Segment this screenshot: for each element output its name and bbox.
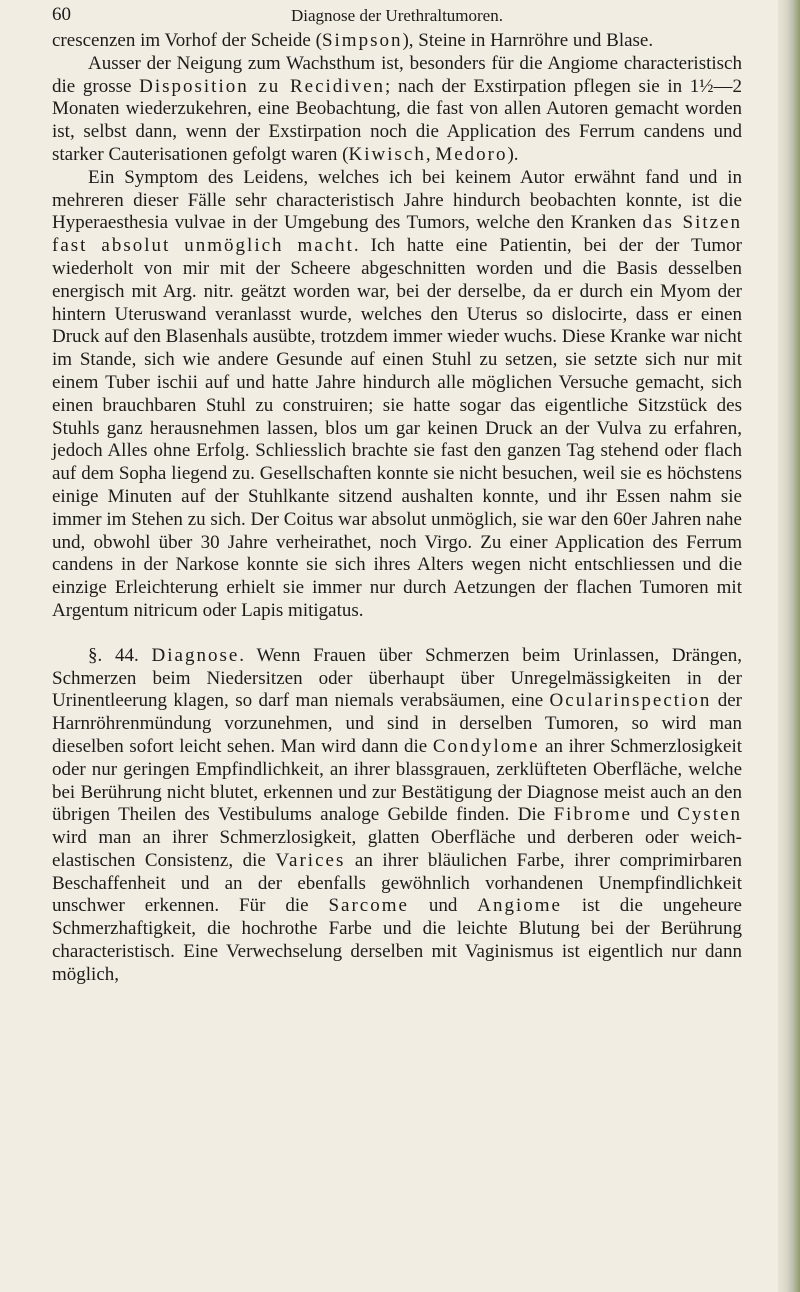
text-run: ; nach der Exstirpation pflegen sie in 1½—2 Monaten wiederzukehren, eine Beobachtung, die fast von allen Autoren gemacht worden ist, selbst dann, wenn der Exstirpation noch die Application des Ferrum candens und starker Cauterisationen gefolgt waren (	[52, 75, 743, 165]
spaced-emphasis: Angiome	[477, 895, 562, 917]
paragraph	[52, 167, 742, 623]
text-run: §. 44.	[88, 644, 152, 666]
page-number: 60	[52, 4, 71, 25]
spaced-emphasis: Medoro	[435, 143, 508, 165]
text-run: ,	[425, 143, 436, 165]
spaced-emphasis: Fibrome	[553, 804, 632, 826]
text-run: ), Steine in Harnröhre und Blase.	[402, 30, 654, 51]
text-run: und	[408, 895, 478, 917]
spaced-emphasis: Disposition zu Recidiven	[139, 75, 385, 97]
text-run: an ihrer Schmerzlosigkeit oder nur geringen Empfindlichkeit, an ihrer blassgrauen, zerklüfteten Oberfläche, welche bei Berührung nicht blutet, erkennen und zur Bestätigung der Diagnose meist auch an den übrigen Theilen des Vestibulums analoge Gebilde finden. Die	[52, 735, 743, 826]
paragraph	[52, 53, 742, 167]
paragraph	[52, 30, 742, 53]
text-run: an ihrer bläulichen Farbe, ihrer comprimirbaren Beschaffenheit und an der ebenfalls gewöhnlich vorhandenen Unempfindlichkeit unschwer erkennen. Für die	[52, 849, 742, 917]
text-run: der Harnröhrenmündung vorzunehmen, und sind in derselben Tumoren, so wird man dieselben sofort leicht sehen. Man wird dann die	[52, 690, 743, 757]
text-run: . Wenn Frauen über Schmerzen beim Urinlassen, Drängen, Schmerzen beim Niedersitzen oder überhaupt über Unregelmässigkeiten in der Urinentleerung klagen, so darf man niemals verabsäumen, eine	[52, 644, 742, 712]
text-run: ist die ungeheure Schmerzhaftigkeit, die hochrothe Farbe und die leichte Blutung bei der Berührung characteristisch. Eine Verwechselung derselben mit Vaginismus ist eigentlich nur dann möglich,	[52, 895, 742, 985]
spaced-emphasis: Diagnose	[151, 644, 240, 666]
text-run: Ausser der Neigung zum Wachsthum ist, besonders für die Angiome characteristisch die grosse	[52, 52, 742, 97]
text-run: . Ich hatte eine Patientin, bei der der Tumor wiederholt von mir mit der Scheere abgeschnitten worden und die Basis desselben energisch mit Arg. nitr. geätzt worden war, bei der derselbe, da er durch ein Myom der hintern Uteruswand veranlasst wurde, welches den Uterus so dislocirte, dass er einen Druck auf den Blasenhals ausübte, trotzdem immer wieder wuchs. Diese Kranke war nicht im Stande, sich wie andere Gesunde auf einen Stuhl zu setzen, sie setzte sich nur mit einem Tuber ischii auf und hatte Jahre hindurch alle möglichen Versuche gemacht, sich einen brauchbaren Stuhl zu construiren; sie hatte sogar das eigentliche Sitzstück des Stuhls ganz herausnehmen lassen, blos um gar keinen Druck an der Vulva zu erfahren, jedoch Alles ohne Erfolg. Schliesslich brachte sie fast den ganzen Tag stehend oder flach auf dem Sopha liegend zu. Gesellschaften konnte sie nicht besuchen, weil sie es höchstens einige Minuten auf der Stuhlkante sitzend aushalten konnte, und ihr Essen nahm sie immer im Stehen zu sich. Der Coitus war absolut unmöglich, sie war den 60er Jahren nahe und, obwohl über 30 Jahre verheirathet, noch Virgo. Zu einer Application des Ferrum candens in der Narkose konnte sie sich ihres Alters wegen nicht entschliessen und die einzige Erleichterung erhielt sie immer nur durch Aetzungen der flachen Tumoren mit Argentum nitricum oder Lapis mitigatus.	[52, 235, 742, 621]
running-head: Diagnose der Urethraltumoren.	[291, 6, 503, 25]
spaced-emphasis: Condylome	[432, 735, 540, 757]
spaced-emphasis: Simpson	[321, 30, 403, 51]
body-text	[52, 30, 742, 987]
text-run: ).	[507, 143, 519, 165]
text-run: und	[631, 804, 678, 826]
spaced-emphasis: Ocularinspection	[549, 690, 712, 712]
spaced-emphasis: Kiwisch	[348, 143, 426, 165]
page-edge	[778, 0, 800, 1292]
spaced-emphasis: Cysten	[677, 804, 743, 826]
text-run: Ein Symptom des Leidens, welches ich bei keinem Autor erwähnt fand und in mehreren dieser Fälle sehr characteristisch Jahre hindurch beobachten konnte, ist die Hyperaesthesia vulvae in der Umgebung des Tumors, welche den Kranken	[52, 166, 742, 234]
section-paragraph	[52, 645, 742, 987]
text-run: wird man an ihrer Schmerzlosigkeit, glatten Oberfläche und derberen oder weich-elastischen Consistenz, die	[52, 827, 742, 871]
spaced-emphasis: das Sitzen fast absolut unmöglich macht	[52, 212, 742, 257]
spaced-emphasis: Sarcome	[328, 895, 409, 917]
page-header	[52, 4, 742, 30]
spaced-emphasis: Varices	[275, 849, 346, 871]
text-run: crescenzen im Vorhof der Scheide (	[52, 30, 322, 51]
